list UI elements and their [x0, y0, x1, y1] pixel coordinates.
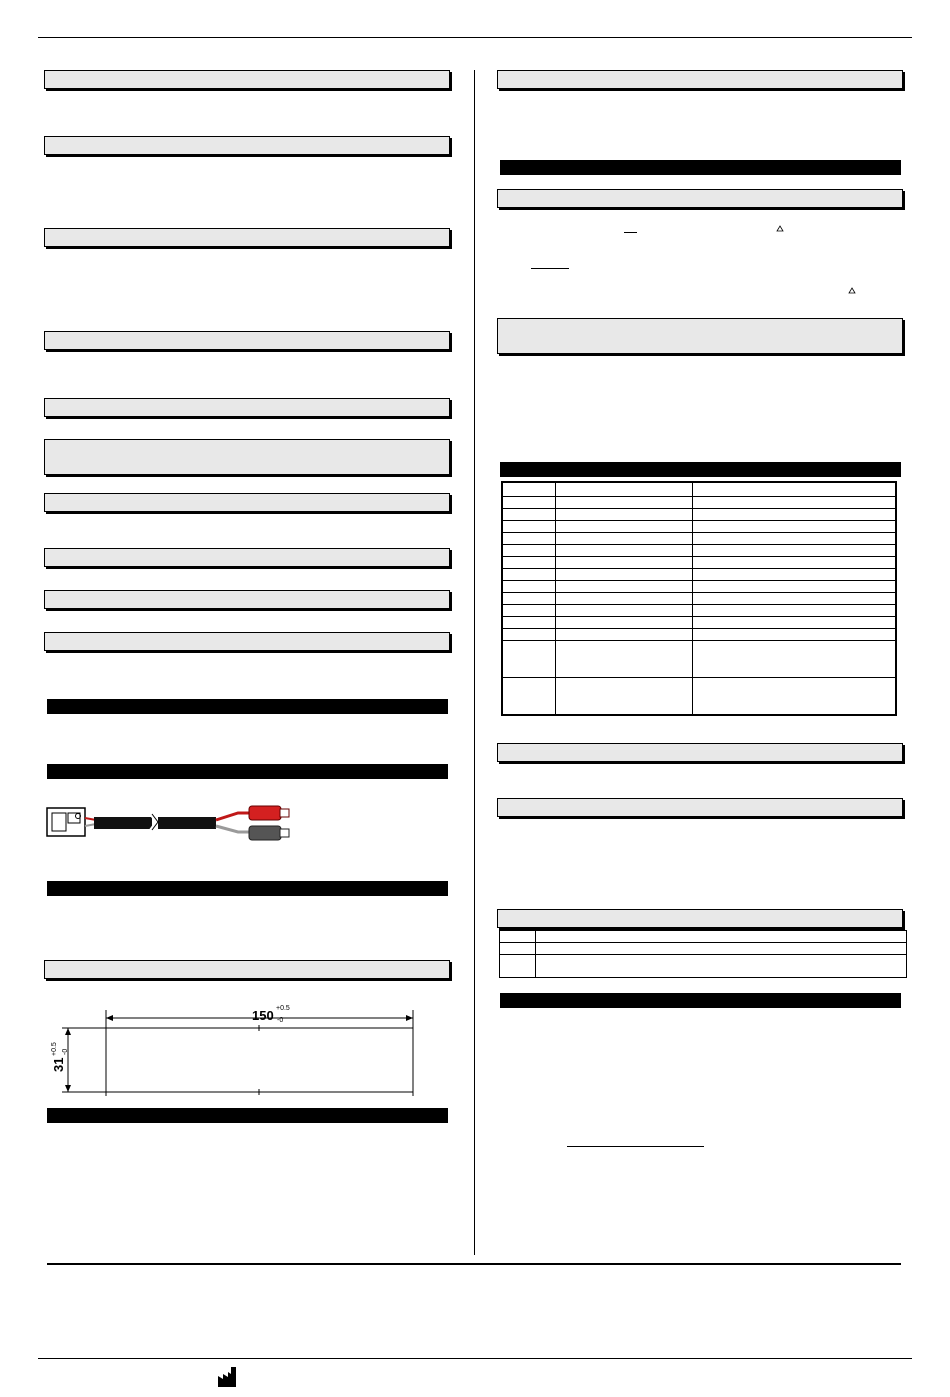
table-cell [502, 581, 555, 593]
underline-mark [567, 1146, 704, 1147]
table-cell [692, 545, 896, 557]
table-cell [555, 641, 692, 678]
table-row [502, 569, 896, 581]
table-cell [692, 617, 896, 629]
red-banana-plug-icon [249, 806, 289, 820]
table-cell [502, 545, 555, 557]
table-cell [555, 629, 692, 641]
table-cell [555, 557, 692, 569]
table-cell [555, 678, 692, 716]
table-cell [555, 605, 692, 617]
table-cell [555, 509, 692, 521]
table-cell [692, 641, 896, 678]
cutout-height-tol-minus: -0 [62, 1048, 69, 1055]
footer-rule [47, 1263, 901, 1265]
section-header-bar [497, 743, 903, 762]
cable-illustration [44, 800, 294, 850]
table-cell [502, 629, 555, 641]
table-cell [692, 509, 896, 521]
table-cell [502, 641, 555, 678]
table-cell [692, 605, 896, 617]
table-cell [692, 569, 896, 581]
black-heading-bar [500, 160, 901, 175]
table-row [500, 931, 907, 943]
top-rule [38, 37, 912, 38]
table-cell [500, 943, 536, 955]
table-row [502, 593, 896, 605]
table-cell [692, 497, 896, 509]
section-header-bar [44, 228, 450, 247]
cutout-height-value: 31 [51, 1057, 66, 1072]
table-cell [692, 678, 896, 716]
table-cell [500, 931, 536, 943]
section-header-bar [44, 331, 450, 350]
warning-triangle-icon [776, 225, 784, 232]
section-header-bar [44, 439, 450, 475]
table-cell [555, 569, 692, 581]
column-divider [474, 70, 475, 1255]
section-header-bar [497, 798, 903, 817]
table-cell [536, 955, 907, 978]
table-cell [692, 581, 896, 593]
table-cell [502, 482, 555, 497]
table-cell [502, 617, 555, 629]
table-cell [502, 497, 555, 509]
overline-mark [624, 232, 637, 233]
panel-cutout-drawing [48, 998, 428, 1102]
table-cell [692, 533, 896, 545]
cutout-width-tol-minus: -0 [277, 1017, 284, 1024]
table-cell [692, 593, 896, 605]
table-cell [536, 943, 907, 955]
table-row [502, 581, 896, 593]
table-cell [536, 931, 907, 943]
section-header-bar [44, 632, 450, 651]
section-header-bar [44, 590, 450, 609]
underline-mark [531, 268, 569, 269]
black-heading-bar [500, 462, 901, 477]
table-row [502, 521, 896, 533]
black-heading-bar [47, 699, 448, 714]
black-heading-bar [47, 764, 448, 779]
table-header-row [502, 482, 896, 497]
manufacturer-icon [217, 1366, 239, 1388]
table-row [502, 545, 896, 557]
table-cell [555, 521, 692, 533]
table-cell [502, 557, 555, 569]
table-row [500, 955, 907, 978]
connector-plug-icon [47, 808, 85, 836]
table-row [502, 629, 896, 641]
table-cell [502, 569, 555, 581]
warning-triangle-icon [848, 287, 856, 294]
table-cell [502, 521, 555, 533]
section-header-bar [497, 909, 903, 928]
table-cell [555, 581, 692, 593]
table-cell [500, 955, 536, 978]
cutout-height-tol-plus: +0.5 [51, 1042, 58, 1056]
section-header-bar [44, 398, 450, 417]
section-header-bar [44, 136, 450, 155]
cutout-width-tol-plus: +0.5 [276, 1005, 290, 1012]
table-row [502, 497, 896, 509]
table-cell [692, 629, 896, 641]
table-cell [555, 593, 692, 605]
black-heading-bar [500, 993, 901, 1008]
table-row [502, 557, 896, 569]
section-header-bar [497, 70, 903, 89]
table-cell [502, 678, 555, 716]
table-row [500, 943, 907, 955]
table-cell [502, 605, 555, 617]
black-heading-bar [47, 1108, 448, 1123]
table-row [502, 533, 896, 545]
table-cell [692, 482, 896, 497]
section-header-bar [44, 493, 450, 512]
table-cell [502, 533, 555, 545]
black-banana-plug-icon [249, 826, 289, 840]
table-cell [692, 557, 896, 569]
table-cell [555, 497, 692, 509]
specification-table [501, 481, 897, 716]
section-header-bar [497, 318, 903, 354]
symbol-table [499, 930, 907, 978]
section-header-bar [44, 548, 450, 567]
table-row [502, 605, 896, 617]
bottom-rule [38, 1358, 912, 1359]
table-cell [555, 617, 692, 629]
table-cell [555, 545, 692, 557]
table-cell [555, 482, 692, 497]
table-row [502, 617, 896, 629]
section-header-bar [497, 189, 903, 208]
table-cell [555, 533, 692, 545]
cutout-width-value: 150 [252, 1008, 274, 1023]
table-row [502, 678, 896, 716]
black-heading-bar [47, 881, 448, 896]
section-header-bar [44, 960, 450, 979]
table-cell [692, 521, 896, 533]
table-cell [502, 509, 555, 521]
table-cell [502, 593, 555, 605]
section-header-bar [44, 70, 450, 89]
table-row [502, 509, 896, 521]
table-row [502, 641, 896, 678]
